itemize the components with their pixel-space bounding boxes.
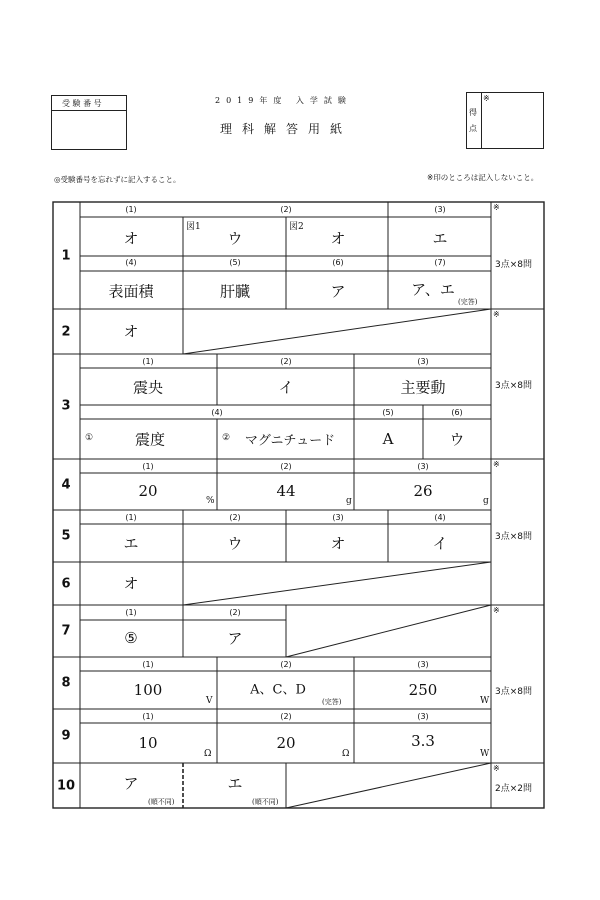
q8-complete-note: (完答) <box>322 698 342 706</box>
instruction-right: ※印のところは記入しないこと。 <box>427 173 539 182</box>
points-mark-3: ※ <box>493 460 500 469</box>
q1-answer-3[interactable]: エ <box>432 229 448 248</box>
q1-sub2-label: (2) <box>280 205 292 214</box>
q7-sub2-label: (2) <box>229 608 241 617</box>
q4-sub1-label: (1) <box>142 462 154 471</box>
q1-sub3-label: (3) <box>434 205 446 214</box>
q2-answer-1[interactable]: オ <box>123 322 139 341</box>
q3-answer-3[interactable]: 主要動 <box>400 378 446 397</box>
instruction-left: ◎受験番号を忘れずに記入すること。 <box>54 175 181 184</box>
q10-answer-1[interactable]: ア <box>123 774 139 793</box>
q9-sub2-label: (2) <box>280 712 292 721</box>
q4-sub2-label: (2) <box>280 462 292 471</box>
q8-sub3-label: (3) <box>417 660 429 669</box>
q3-answer-4a[interactable]: 震度 <box>134 430 166 449</box>
question-number-1: 1 <box>61 248 71 264</box>
q3-sub6-label: (6) <box>451 408 463 417</box>
score-label-1: 得 <box>469 108 477 117</box>
question-number-9: 9 <box>61 728 71 744</box>
question-number-3: 3 <box>61 398 71 414</box>
q3-answer-1[interactable]: 震央 <box>132 378 164 397</box>
q5-sub1-label: (1) <box>125 513 137 522</box>
q5-sub3-label: (3) <box>332 513 344 522</box>
q3-sub4-label: (4) <box>211 408 223 417</box>
q1-sub5-label: (5) <box>229 258 241 267</box>
q1-answer-1[interactable]: オ <box>123 229 139 248</box>
q3-sub3-label: (3) <box>417 357 429 366</box>
q9-unit-2: Ω <box>342 749 350 759</box>
q1-answer-6[interactable]: ア <box>330 282 346 301</box>
points-block-5: 2点×2問 <box>495 784 532 794</box>
q5-answer-1[interactable]: エ <box>123 534 139 553</box>
q4-answer-2[interactable]: 44 <box>276 482 296 500</box>
q3-answer-5[interactable]: A <box>382 430 394 448</box>
sheet-title: 理科解答用紙 <box>220 122 353 136</box>
q1-complete-note: (完答) <box>458 298 478 306</box>
points-block-2: 3点×8問 <box>495 381 532 391</box>
q6-answer-1[interactable]: オ <box>123 574 139 593</box>
q8-answer-2[interactable]: A、C、D <box>250 682 306 698</box>
q8-answer-3[interactable]: 250 <box>408 681 438 699</box>
q1-answer-7[interactable]: ア、エ <box>411 280 455 299</box>
q3-answer-4b[interactable]: マグニチュード <box>244 433 336 449</box>
q1-answer-5[interactable]: 肝臓 <box>219 282 251 301</box>
q4-answer-1[interactable]: 20 <box>138 482 158 500</box>
q9-sub1-label: (1) <box>142 712 154 721</box>
points-block-1: 3点×8問 <box>495 260 532 270</box>
q8-answer-1[interactable]: 100 <box>133 681 163 699</box>
q9-unit-1: Ω <box>204 749 212 759</box>
question-number-4: 4 <box>61 477 71 493</box>
q5-sub2-label: (2) <box>229 513 241 522</box>
q9-answer-1[interactable]: 10 <box>138 734 158 752</box>
q4-answer-3[interactable]: 26 <box>413 482 433 500</box>
score-label-2: 点 <box>469 124 477 133</box>
q3-answer-6[interactable]: ウ <box>449 430 465 449</box>
q8-unit-1: V <box>206 696 213 706</box>
year-title: 2019年度 入学試験 <box>215 96 352 105</box>
q1-fig1-label: 図1 <box>186 222 201 232</box>
q3-sub2-label: (2) <box>280 357 292 366</box>
q4-unit-2: g <box>346 496 352 506</box>
q3-sub1-label: (1) <box>142 357 154 366</box>
question-number-10: 10 <box>56 778 76 794</box>
score-mark: ※ <box>483 94 490 103</box>
points-mark-4: ※ <box>493 606 500 615</box>
points-mark-5: ※ <box>493 764 500 773</box>
q9-sub3-label: (3) <box>417 712 429 721</box>
q7-answer-1[interactable]: ⑤ <box>124 629 138 647</box>
q3-sub5-label: (5) <box>382 408 394 417</box>
points-mark-2: ※ <box>493 310 500 319</box>
q4-unit-3: g <box>483 496 489 506</box>
q9-unit-3: W <box>480 749 490 759</box>
q1-fig2-label: 図2 <box>289 222 304 232</box>
q1-sub6-label: (6) <box>332 258 344 267</box>
q4-sub3-label: (3) <box>417 462 429 471</box>
question-number-8: 8 <box>61 675 71 691</box>
q1-sub4-label: (4) <box>125 258 137 267</box>
q5-answer-3[interactable]: オ <box>330 534 346 553</box>
q1-sub7-label: (7) <box>434 258 446 267</box>
q10-any-order-note-1: (順不同) <box>148 798 175 806</box>
question-number-6: 6 <box>61 576 71 592</box>
q4-unit-1: % <box>206 496 215 506</box>
question-number-7: 7 <box>61 623 71 639</box>
q7-answer-2[interactable]: ア <box>227 629 243 648</box>
q1-sub1-label: (1) <box>125 205 137 214</box>
question-number-2: 2 <box>61 324 71 340</box>
q8-unit-3: W <box>480 696 490 706</box>
q8-sub2-label: (2) <box>280 660 292 669</box>
q1-answer-2b[interactable]: オ <box>330 229 346 248</box>
q5-answer-2[interactable]: ウ <box>227 534 243 553</box>
q5-sub4-label: (4) <box>434 513 446 522</box>
q9-answer-3[interactable]: 3.3 <box>411 732 435 750</box>
q9-answer-2[interactable]: 20 <box>276 734 296 752</box>
exam-number-label: 受 験 番 号 <box>62 99 102 108</box>
q1-answer-4[interactable]: 表面積 <box>108 282 154 301</box>
points-block-4: 3点×8問 <box>495 687 532 697</box>
points-mark-1: ※ <box>493 203 500 212</box>
q3-circle-1: ① <box>85 433 94 443</box>
q3-answer-2[interactable]: イ <box>278 378 294 397</box>
q7-sub1-label: (1) <box>125 608 137 617</box>
q10-any-order-note-2: (順不同) <box>252 798 279 806</box>
q3-circle-2: ② <box>222 433 231 443</box>
q5-answer-4[interactable]: イ <box>432 534 448 553</box>
q10-answer-2[interactable]: エ <box>227 774 243 793</box>
points-block-3: 3点×8問 <box>495 532 532 542</box>
q8-sub1-label: (1) <box>142 660 154 669</box>
q1-answer-2a[interactable]: ウ <box>227 229 243 248</box>
question-number-5: 5 <box>61 528 71 544</box>
